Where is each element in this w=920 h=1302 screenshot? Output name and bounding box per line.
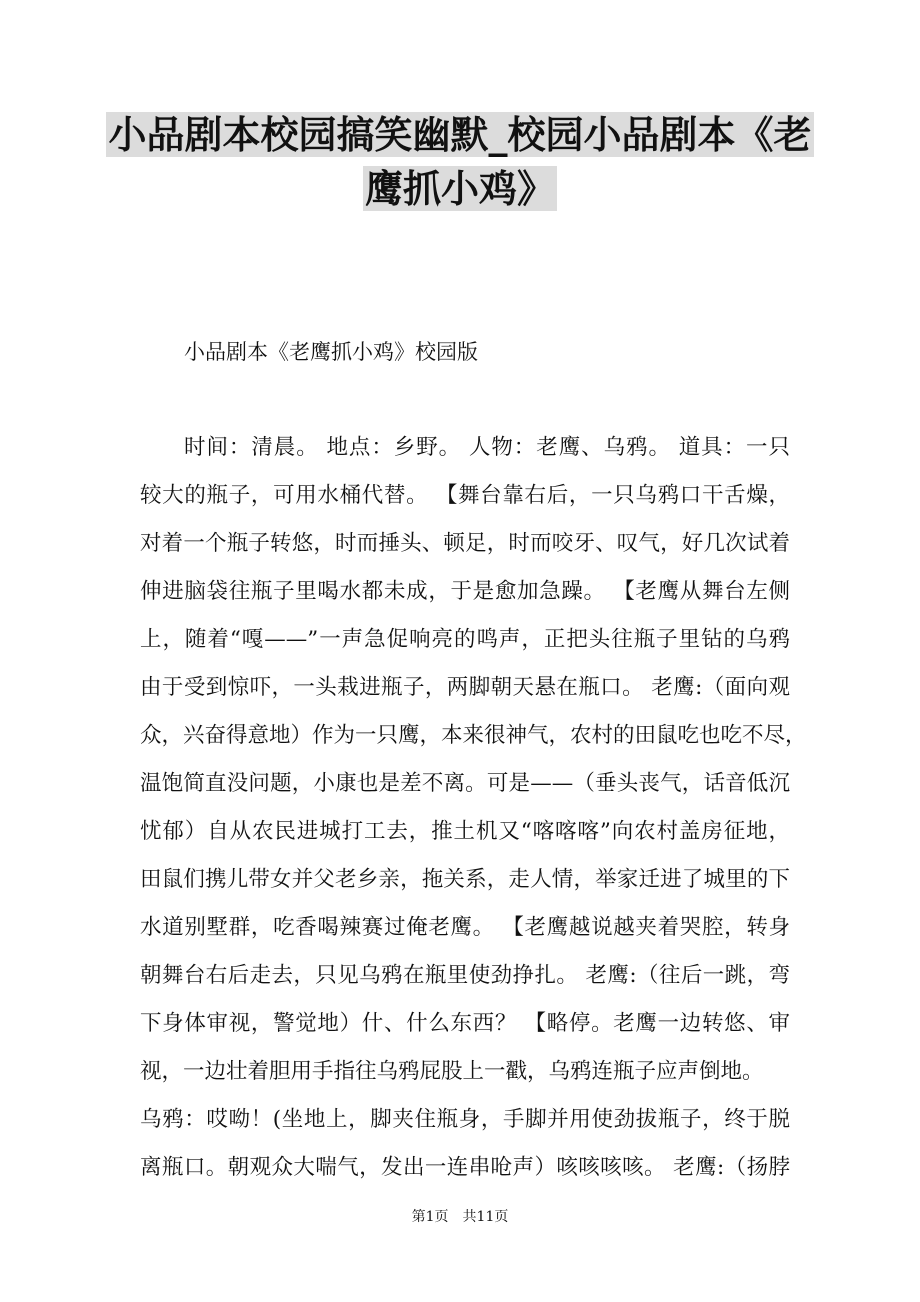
body-line: 田鼠们携儿带女并父老乡亲，拖关系，走人情，举家迁进了城里的下	[140, 867, 790, 892]
page-footer: 第1页 共11页	[411, 1209, 509, 1225]
title-line-2: 鹰抓小鸡》	[364, 166, 555, 211]
body-line: 朝舞台右后走去，只见乌鸦在瓶里使劲挣扎。 老鹰:（往后一跳，弯	[140, 963, 790, 988]
body-line: 乌鸦：哎呦！(坐地上，脚夹住瓶身，手脚并用使劲拔瓶子，终于脱	[140, 1107, 790, 1132]
body-line: 伸进脑袋往瓶子里喝水都未成，于是愈加急躁。 【老鹰从舞台左侧	[140, 579, 790, 604]
body-line: 离瓶口。朝观众大喘气，发出一连串呛声）咳咳咳咳。 老鹰:（扬脖	[140, 1155, 790, 1180]
body-line: 较大的瓶子，可用水桶代替。 【舞台靠右后，一只乌鸦口干舌燥，	[140, 483, 790, 508]
body-line: 水道别墅群，吃香喝辣赛过俺老鹰。 【老鹰越说越夹着哭腔，转身	[140, 915, 790, 940]
body-line: 视，一边壮着胆用手指往乌鸦屁股上一戳，乌鸦连瓶子应声倒地。	[140, 1059, 764, 1084]
body-line: 时间：清晨。 地点：乡野。 人物：老鹰、乌鸦。 道具：一只	[184, 435, 790, 460]
body-text	[140, 432, 807, 1200]
body-line: 对着一个瓶子转悠，时而捶头、顿足，时而咬牙、叹气，好几次试着	[140, 531, 790, 556]
body-line: 众，兴奋得意地）作为一只鹰，本来很神气，农村的田鼠吃也吃不尽，	[140, 723, 807, 748]
body-line: 下身体审视，警觉地）什、什么东西？ 【略停。老鹰一边转悠、审	[140, 1011, 790, 1036]
subheading: 小品剧本《老鹰抓小鸡》校园版	[184, 340, 478, 364]
document-title	[0, 108, 920, 216]
body-line: 上，随着“嘎——”一声急促响亮的鸣声，正把头往瓶子里钻的乌鸦	[140, 627, 790, 652]
title-line-1: 小品剧本校园搞笑幽默_校园小品剧本《老	[108, 112, 812, 157]
body-line: 由于受到惊吓，一头栽进瓶子，两脚朝天悬在瓶口。 老鹰:（面向观	[140, 675, 790, 700]
body-line: 温饱简直没问题，小康也是差不离。可是——（垂头丧气，话音低沉	[140, 771, 790, 796]
body-line: 忧郁）自从农民进城打工去，推土机又“喀喀喀”向农村盖房征地，	[140, 819, 790, 844]
